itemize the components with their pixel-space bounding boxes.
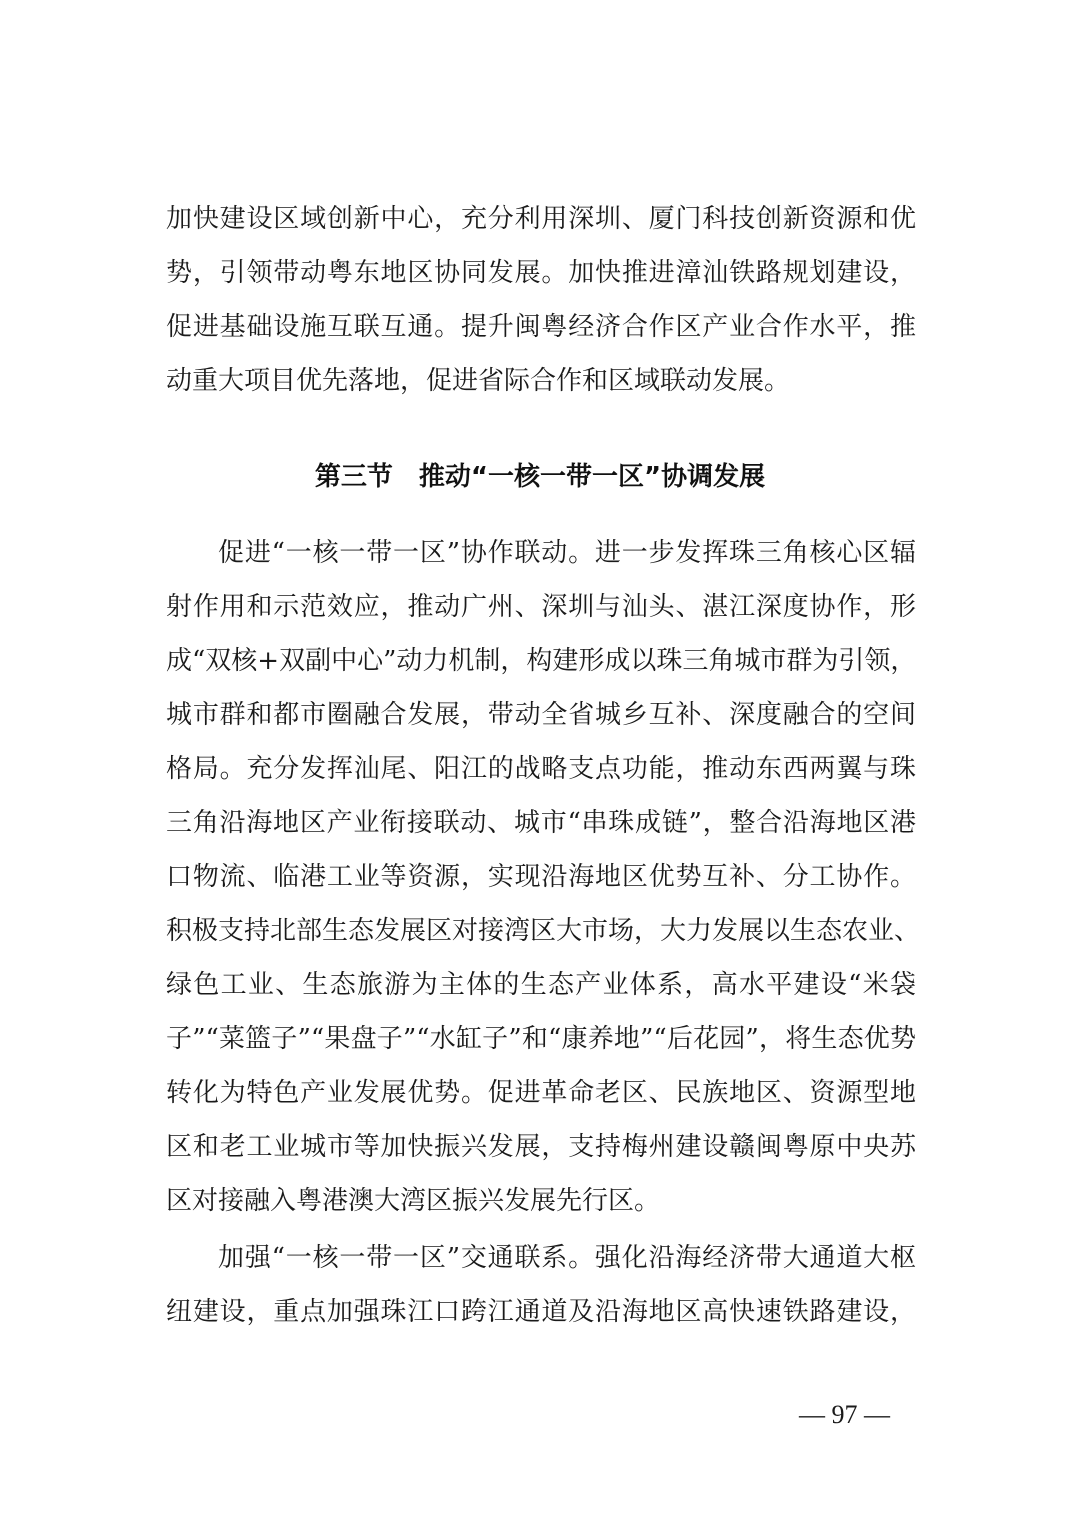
text-line: 射作用和示范效应，推动广州、深圳与汕头、湛江深度协作，形 [166,592,916,622]
text-line: 区和老工业城市等加快振兴发展，支持梅州建设赣闽粤原中央苏 [166,1132,916,1162]
text-line: 口物流、临港工业等资源，实现沿海地区优势互补、分工协作。 [166,862,916,892]
text-line: 纽建设，重点加强珠江口跨江通道及沿海地区高快速铁路建设， [166,1297,916,1327]
page-number: — 97 — [799,1400,890,1429]
text-line: 子”“菜篮子”“果盘子”“水缸子”和“康养地”“后花园”，将生态优势 [166,1024,916,1054]
text-line: 促进“一核一带一区”协作联动。进一步发挥珠三角核心区辐 [218,538,916,568]
text-line: 绿色工业、生态旅游为主体的生态产业体系，高水平建设“米袋 [166,970,916,1000]
text-line: 加快建设区域创新中心，充分利用深圳、厦门科技创新资源和优 [166,204,916,234]
text-line: 加强“一核一带一区”交通联系。强化沿海经济带大通道大枢 [218,1243,916,1273]
text-line: 城市群和都市圈融合发展，带动全省城乡互补、深度融合的空间 [166,700,916,730]
text-line: 动重大项目优先落地，促进省际合作和区域联动发展。 [166,366,791,396]
text-line: 格局。充分发挥汕尾、阳江的战略支点功能，推动东西两翼与珠 [166,754,916,784]
text-line: 三角沿海地区产业衔接联动、城市“串珠成链”，整合沿海地区港 [166,808,916,838]
text-line: 成“双核+双副中心”动力机制，构建形成以珠三角城市群为引领， [166,646,917,676]
text-line: 势，引领带动粤东地区协同发展。加快推进漳汕铁路规划建设， [166,258,916,288]
text-line: 促进基础设施互联互通。提升闽粤经济合作区产业合作水平，推 [166,312,916,342]
text-line: 转化为特色产业发展优势。促进革命老区、民族地区、资源型地 [166,1078,916,1108]
text-line: 积极支持北部生态发展区对接湾区大市场，大力发展以生态农业、 [166,916,921,946]
text-line: 区对接融入粤港澳大湾区振兴发展先行区。 [166,1186,661,1216]
section-heading: 第三节 推动“一核一带一区”协调发展 [314,462,766,492]
